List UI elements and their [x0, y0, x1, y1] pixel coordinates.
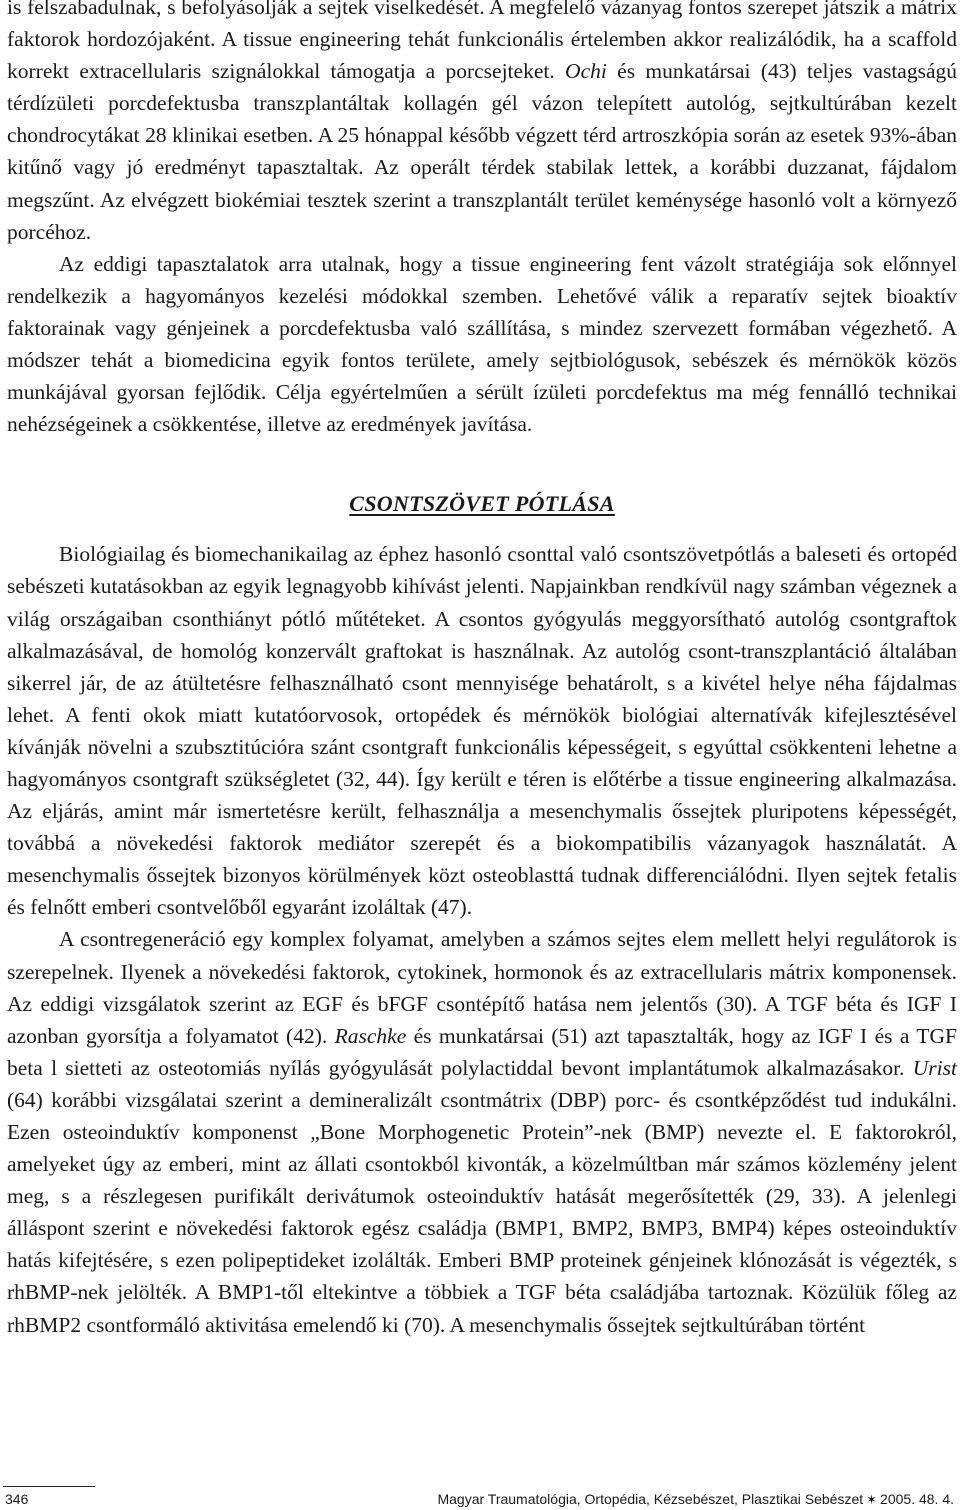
paragraph-bone-replacement: Biológiailag és biomechanikailag az éphez hasonló csonttal való csontszövetpótlás a baleseti és ortopéd sebészeti kutatásokban az egyik legnagyobb kihívást jelenti. Napjainkban rendkívül nagy számban végeznek a világ országaiban csonthiányt pótló műtéteket. A csontos gyógyulás meggyorsítható autológ csontgraftok alkalmazásával, de homológ konzervált graftokat is használnak. Az autológ csont-transzplantáció általában sikerrel jár, de az átültetésre felhasználható csont mennyisége behatárolt, s a kivétel helye néha fájdalmas lehet. A fenti okok miatt kutatóorvosok, ortopédek és mérnökök biológiai alternatívák kifejlesztésével kívánják növelni a szubsztitúcióra szánt csontgraft funkcionális képességeit, s egyúttal csökkenteni lehetne a hagyományos csontgraft szükségletet (32, 44). Így került e téren is előtérbe a tissue engineering alkalmazása. Az eljárás, amint már ismertetésre került, felhasználja a mesenchymalis őssejtek pluripotens képességét, továbbá a növekedési faktorok mediátor szerepét és a biokompatibilis vázanyagok használatát. A mesenchymalis őssejtek bizonyos körülmények közt osteoblasttá tudnak differenciálódni. Ilyen sejtek fetalis és felnőtt emberi csontvelőből egyaránt izoláltak (47). [7, 542, 957, 920]
paragraph-scaffold-results [7, 0, 957, 248]
author-name: Ochi [565, 59, 607, 84]
paragraph-bone-regeneration [7, 923, 957, 1340]
section-title: CSONTSZÖVET PÓTLÁSA [349, 491, 615, 517]
paragraph-text: (64) korábbi vizsgálatai szerint a demineralizált csontmátrix (DBP) porc- és csontképződést tud indukálni. Ezen osteoinduktív komponenst „Bone Morphogenetic Protein”-nek (BMP) nevezte el. E faktorokról, amelyeket úgy az emberi, mint az állati csontokból kivonták, a közelmúltban már számos közlemény jelent meg, s a részlegesen purifikált derivátumok osteoinduktív hatását megerősítették (29, 33). A jelenlegi álláspont szerint e növekedési faktorok egész családja (BMP1, BMP2, BMP3, BMP4) képes osteoinduktív hatás kifejtésére, s ezen polipeptideket izolálták. Emberi BMP proteinek génjeinek klónozását is végezték, s rhBMP-nek jelölték. A BMP1-től eltekintve a többiek a TGF béta családjába tartoznak. Közülük főleg az rhBMP2 csontformáló aktivitása emelendő ki (70). A mesenchymalis őssejtek sejtkultúrában történt [7, 1087, 957, 1337]
paragraph-text: és munkatársai (51) azt tapasztalták, hogy az IGF I és a TGF beta l sietteti az osteotomiás nyílás gyógyulását polylactiddal bevont implantátumok alkalmazásakor. [7, 1023, 957, 1080]
paragraph-tissue-engineering-advantages: Az eddigi tapasztalatok arra utalnak, hogy a tissue engineering fent vázolt stratégiája sok előnnyel rendelkezik a hagyományos kezelési módokkal szemben. Lehetővé válik a reparatív sejtek bioaktív faktorainak vagy génjeinek a porcdefektusba való szállítása, s mindez szervezett formában végezhető. A módszer tehát a biomedicina egyik fontos területe, amely sejtbiológusok, sebészek és mérnökök közös munkájával gyorsan fejlődik. Célja egyértelműen a sérült ízületi porcdefektus ma még fennálló technikai nehézségeinek a csökkentése, illetve az eredmények javítása. [7, 251, 957, 437]
footer-rule [3, 1486, 95, 1487]
journal-issue: 2005. 48. 4. [880, 1491, 954, 1507]
section-spacer [7, 520, 957, 538]
page-number: 346 [5, 1491, 29, 1507]
six-pointed-star-icon: ✶ [866, 1492, 878, 1507]
page-footer [0, 1478, 960, 1510]
author-name: Urist [912, 1055, 957, 1080]
section-spacer [7, 440, 957, 488]
paragraph-text: is felszabadulnak, s befolyásolják a sejtek viselkedését. A megfelelő vázanyag fontos szerepet játszik a mátrix faktorok hordozójaként. A tissue engineering tehát funkcionális értelemben akkor realizálódik, ha a scaffold korrekt extracellularis szignálokkal támogatja a porcsejteket. [7, 0, 957, 84]
author-name: Raschke [334, 1023, 407, 1048]
paragraph-text: A csontregeneráció egy komplex folyamat, amelyben a számos sejtes elem mellett helyi regulátorok is szerepelnek. Ilyenek a növekedési faktorok, cytokinek, hormonok és az extracellularis mátrix komponensek. Az eddigi vizsgálatok szerint az EGF és bFGF csontépítő hatása nem jelentős (30). A TGF béta és IGF I azonban gyorsítja a folyamatot (42). [7, 927, 957, 1048]
article-body [7, 0, 957, 1341]
journal-name: Magyar Traumatológia, Ortopédia, Kézsebészet, Plasztikai Sebészet [437, 1491, 864, 1507]
journal-citation [437, 1491, 954, 1508]
paragraph-text: és munkatársai (43) teljes vastagságú térdízületi porcdefektusba transzplantáltak kollagén gél vázon telepített autológ, sejtkultúrában kezelt chondrocytákat 28 klinikai esetben. A 25 hónappal később végzett térd artroszkópia során az esetek 93%-ában kitűnő vagy jó eredményt tapasztaltak. Az operált térdek stabilak lettek, a korábbi duzzanat, fájdalom megszűnt. Az elvégzett biokémiai tesztek szerint a transzplantált terület keménysége hasonló volt a környező porcéhoz. [7, 59, 957, 244]
